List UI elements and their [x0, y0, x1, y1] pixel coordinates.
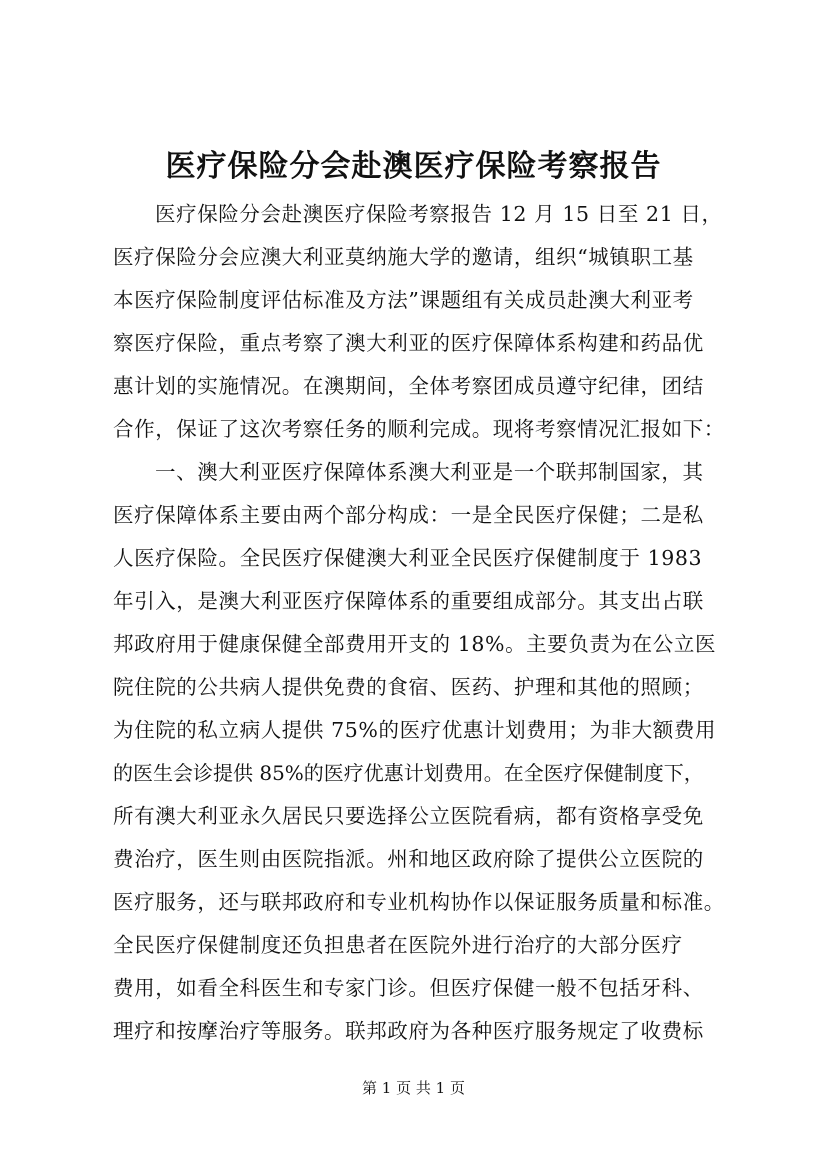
paragraph-line: 医疗保险分会应澳大利亚莫纳施大学的邀请，组织“城镇职工基 — [113, 245, 694, 269]
paragraph-line: 所有澳大利亚永久居民只要选择公立医院看病，都有资格享受免 — [113, 804, 704, 828]
paragraph-line: 医疗保障体系主要由两个部分构成：一是全民医疗保健；二是私 — [113, 503, 704, 527]
paragraph-line: 邦政府用于健康保健全部费用开支的 18%。主要负责为在公立医 — [113, 632, 717, 656]
paragraph-line: 费用，如看全科医生和专家门诊。但医疗保健一般不包括牙科、 — [113, 976, 704, 1000]
paragraph-line: 医疗保险分会赴澳医疗保险考察报告 12 月 15 日至 21 日， — [155, 202, 723, 226]
paragraph-line: 年引入，是澳大利亚医疗保障体系的重要组成部分。其支出占联 — [113, 589, 704, 613]
paragraph-line: 合作，保证了这次考察任务的顺利完成。现将考察情况汇报如下： — [113, 417, 725, 441]
paragraph-line: 人医疗保险。全民医疗保健澳大利亚全民医疗保健制度于 1983 — [113, 546, 703, 570]
paragraph-line: 惠计划的实施情况。在澳期间，全体考察团成员遵守纪律，团结 — [113, 374, 704, 398]
paragraph-line: 本医疗保险制度评估标准及方法”课题组有关成员赴澳大利亚考 — [113, 288, 694, 312]
paragraph-line: 察医疗保险，重点考察了澳大利亚的医疗保障体系构建和药品优 — [113, 331, 704, 355]
paragraph-line: 理疗和按摩治疗等服务。联邦政府为各种医疗服务规定了收费标 — [113, 1019, 704, 1043]
paragraph-line: 为住院的私立病人提供 75%的医疗优惠计划费用；为非大额费用 — [113, 718, 717, 742]
page-number-footer: 第 1 页 共 1 页 — [362, 1079, 465, 1097]
paragraph-line: 院住院的公共病人提供免费的食宿、医药、护理和其他的照顾； — [113, 675, 704, 699]
paragraph-line: 的医生会诊提供 85%的医疗优惠计划费用。在全医疗保健制度下， — [113, 761, 704, 785]
document-title: 医疗保险分会赴澳医疗保险考察报告 — [165, 149, 662, 184]
paragraph-line: 一、澳大利亚医疗保障体系澳大利亚是一个联邦制国家，其 — [155, 460, 704, 484]
paragraph-line: 全民医疗保健制度还负担患者在医院外进行治疗的大部分医疗 — [113, 933, 683, 957]
paragraph-line: 费治疗，医生则由医院指派。州和地区政府除了提供公立医院的 — [113, 847, 704, 871]
paragraph-line: 医疗服务，还与联邦政府和专业机构协作以保证服务质量和标准。 — [113, 890, 725, 914]
